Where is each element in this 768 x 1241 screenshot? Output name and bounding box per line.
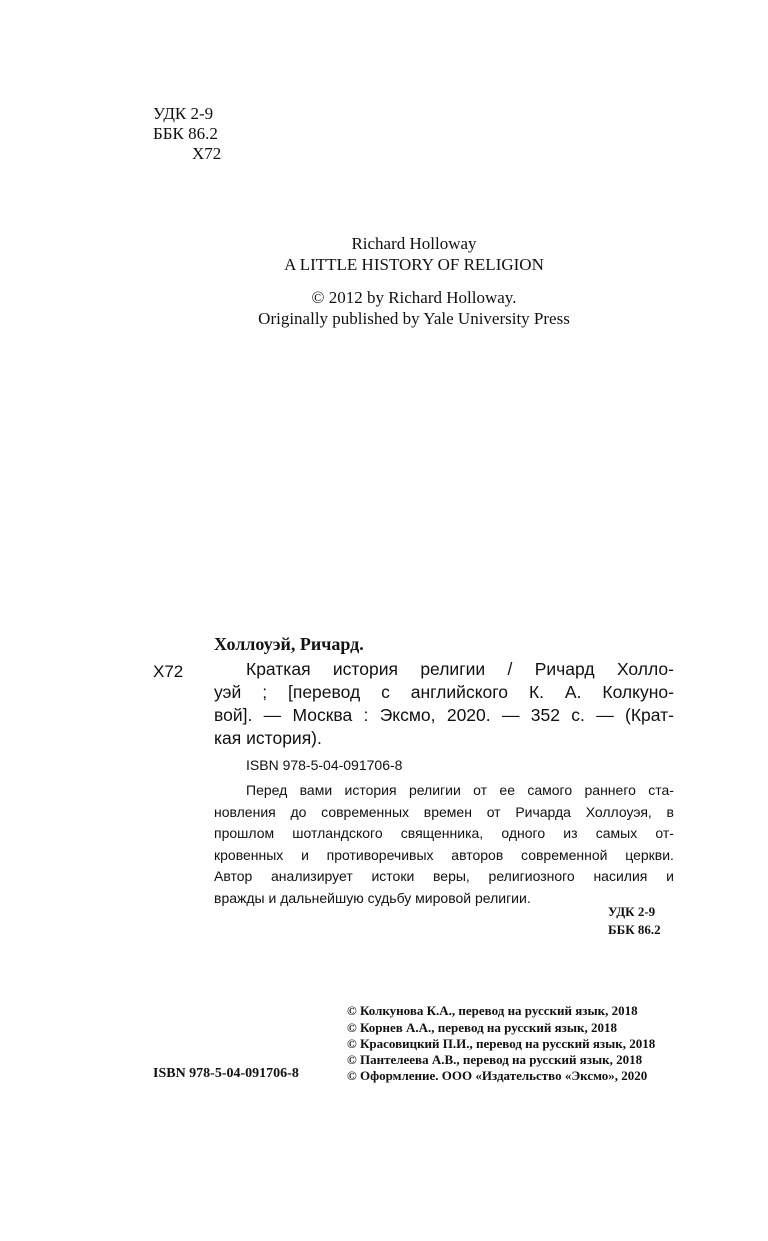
entry-author-heading: Холлоуэй, Ричард. — [214, 634, 364, 654]
copyright-line-2: © Корнев А.А., перевод на русский язык, 2018 — [347, 1020, 617, 1035]
original-title: A LITTLE HISTORY OF RELIGION — [284, 255, 544, 274]
annotation-line-5: Автор анализирует истоки веры, религиозного насилия и — [214, 868, 674, 884]
original-copyright: © 2012 by Richard Holloway. — [311, 288, 517, 307]
author-mark: Х72 — [192, 144, 222, 163]
annotation — [214, 780, 674, 909]
copyright-line-3: © Красовицкий П.И., перевод на русский язык, 2018 — [347, 1036, 656, 1051]
isbn-bottom: ISBN 978-5-04-091706-8 — [153, 1066, 299, 1081]
entry-line-2: уэй ; [перевод с английского К. А. Колкуно- — [214, 682, 674, 702]
bbk-code-bottom: ББК 86.2 — [608, 922, 661, 937]
entry-author-mark: Х72 — [153, 662, 184, 681]
annotation-line-1: Перед вами история религии от ее самого раннего ста- — [246, 782, 674, 798]
annotation-line-2: новления до современных времен от Ричарда Холлоуэя, в — [214, 803, 674, 820]
bibliographic-description — [214, 658, 674, 750]
udk-code: УДК 2-9 — [153, 104, 214, 123]
annotation-line-6: вражды и дальнейшую судьбу мировой религии. — [214, 889, 531, 906]
entry-line-4: кая история). — [214, 728, 322, 748]
entry-line-1: Краткая история религии / Ричард Холло- — [246, 659, 674, 679]
copyright-line-4: © Пантелеева А.В., перевод на русский язык, 2018 — [347, 1052, 643, 1067]
udk-code-bottom: УДК 2-9 — [608, 904, 656, 919]
annotation-line-4: кровенных и противоречивых авторов современной церкви. — [214, 846, 674, 863]
entry-isbn: ISBN 978-5-04-091706-8 — [246, 757, 403, 773]
bbk-code: ББК 86.2 — [153, 124, 218, 143]
original-author: Richard Holloway — [351, 234, 477, 253]
original-publisher: Originally published by Yale University Press — [258, 309, 570, 328]
copyright-line-5: © Оформление. ООО «Издательство «Эксмо», 2020 — [347, 1068, 648, 1083]
annotation-line-3: прошлом шотландского священника, одного из самых от- — [214, 825, 674, 841]
entry-line-3: вой]. — Москва : Эксмо, 2020. — 352 с. — (Крат- — [214, 705, 674, 725]
copyright-line-1: © Колкунова К.А., перевод на русский язык, 2018 — [347, 1003, 638, 1018]
